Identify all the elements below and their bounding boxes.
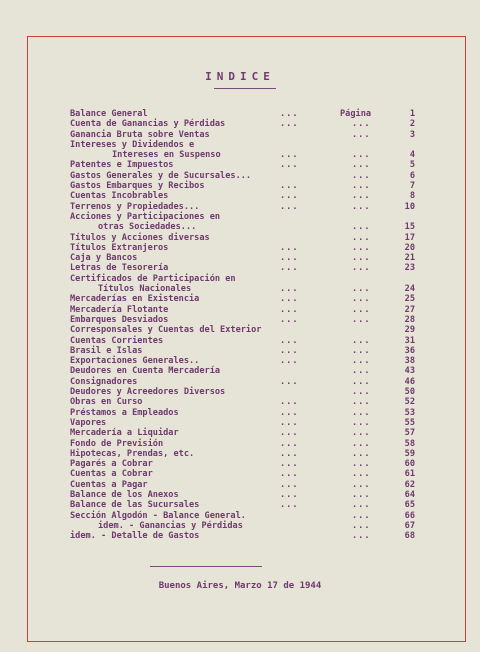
entry-leader-dots: ... xyxy=(280,356,299,367)
entry-label: Mercadería a Liquidar xyxy=(70,428,179,439)
entry-leader-dots: ... xyxy=(352,242,371,253)
index-entry xyxy=(70,428,430,438)
entry-label: Cuentas Incobrables xyxy=(70,191,169,202)
index-entry xyxy=(70,377,430,387)
entry-label: Títulos Nacionales xyxy=(98,284,192,295)
entry-page-number: 27 xyxy=(404,304,415,315)
index-entry xyxy=(70,222,430,232)
entry-page-number: 29 xyxy=(404,325,415,336)
entry-leader-dots: ... xyxy=(280,376,299,387)
entry-page-number: 31 xyxy=(404,335,415,346)
entry-leader-dots: ... xyxy=(280,438,299,449)
entry-label: Letras de Tesorería xyxy=(70,263,169,274)
entry-page-number: 52 xyxy=(404,397,415,408)
entry-leader-dots: ... xyxy=(280,284,299,295)
entry-page-number: 68 xyxy=(404,531,415,542)
index-entry xyxy=(70,439,430,449)
entry-page-number: 64 xyxy=(404,489,415,500)
entry-label: Balance de los Anexos xyxy=(70,489,179,500)
entry-page-number: 3 xyxy=(409,129,415,140)
entry-label: Cuenta de Ganancias y Pérdidas xyxy=(70,119,226,130)
entry-label: Intereses y Dividendos e xyxy=(70,139,195,150)
entry-leader-dots: ... xyxy=(280,304,299,315)
entry-label: Cuentas a Cobrar xyxy=(70,469,153,480)
entry-label: Consignadores xyxy=(70,376,138,387)
entry-page-number: 5 xyxy=(409,160,415,171)
index-entry xyxy=(70,387,430,397)
index-entry xyxy=(70,294,430,304)
index-entry xyxy=(70,243,430,253)
entry-leader-dots: ... xyxy=(280,191,299,202)
page-title: INDICE xyxy=(205,70,275,83)
entry-leader-dots: ... xyxy=(352,304,371,315)
entry-leader-dots: ... xyxy=(352,294,371,305)
entry-leader-dots: ... xyxy=(280,150,299,161)
index-entry xyxy=(70,263,430,273)
index-entry xyxy=(70,459,430,469)
entry-label: Patentes e Impuestos xyxy=(70,160,174,171)
entry-leader-dots: ... xyxy=(352,345,371,356)
entry-label: Cuentas Corrientes xyxy=(70,335,164,346)
entry-page-number: 38 xyxy=(404,356,415,367)
entry-leader-dots: ... xyxy=(280,181,299,192)
index-entry xyxy=(70,449,430,459)
entry-page-number: 58 xyxy=(404,438,415,449)
entry-leader-dots: ... xyxy=(352,479,371,490)
index-entry xyxy=(70,500,430,510)
entry-label: Hipotecas, Prendas, etc. xyxy=(70,448,195,459)
entry-page-number: 1 xyxy=(409,109,415,119)
entry-leader-dots: ... xyxy=(280,201,299,212)
entry-leader-dots: ... xyxy=(352,448,371,459)
entry-label: idem. - Ganancias y Pérdidas xyxy=(98,520,243,531)
index-entry xyxy=(70,511,430,521)
entry-leader-dots: ... xyxy=(352,191,371,202)
entry-leader-dots: ... xyxy=(280,109,299,119)
entry-page-number: 43 xyxy=(404,366,415,377)
entry-label: idem. - Detalle de Gastos xyxy=(70,531,200,542)
entry-leader-dots: ... xyxy=(280,479,299,490)
entry-leader-dots: ... xyxy=(280,263,299,274)
entry-label: Vapores xyxy=(70,417,107,428)
index-entry xyxy=(70,408,430,418)
entry-leader-dots: ... xyxy=(352,181,371,192)
index-entry xyxy=(70,418,430,428)
entry-leader-dots: ... xyxy=(352,428,371,439)
entry-leader-dots: ... xyxy=(280,459,299,470)
index-entry xyxy=(70,150,430,160)
entry-label: Obras en Curso xyxy=(70,397,143,408)
entry-page-number: 24 xyxy=(404,284,415,295)
entry-leader-dots: ... xyxy=(352,129,371,140)
entry-leader-dots: ... xyxy=(352,284,371,295)
entry-leader-dots: ... xyxy=(352,489,371,500)
entry-leader-dots: ... xyxy=(352,150,371,161)
entry-label: Balance General xyxy=(70,109,148,119)
entry-page-number: 4 xyxy=(409,150,415,161)
entry-leader-dots: ... xyxy=(280,407,299,418)
index-entry xyxy=(70,109,430,119)
index-entry xyxy=(70,274,430,284)
entry-leader-dots: ... xyxy=(352,500,371,511)
footer-date: Buenos Aires, Marzo 17 de 1944 xyxy=(158,581,322,591)
entry-label: Fondo de Previsión xyxy=(70,438,164,449)
index-entry xyxy=(70,181,430,191)
index-entry xyxy=(70,469,430,479)
entry-label: Gastos Embarques y Recibos xyxy=(70,181,205,192)
index-entry xyxy=(70,119,430,129)
entry-leader-dots: ... xyxy=(352,438,371,449)
entry-label: Corresponsales y Cuentas del Exterior xyxy=(70,325,262,336)
index-entry xyxy=(70,490,430,500)
entry-page-number: 10 xyxy=(404,201,415,212)
entry-leader-dots: ... xyxy=(352,201,371,212)
entry-leader-dots: ... xyxy=(280,294,299,305)
footer-rule xyxy=(150,566,262,567)
entry-page-number: 53 xyxy=(404,407,415,418)
entry-label: Terrenos y Propiedades... xyxy=(70,201,200,212)
entry-page-number: 6 xyxy=(409,170,415,181)
entry-label: otras Sociedades... xyxy=(98,222,197,233)
entry-label: Préstamos a Empleados xyxy=(70,407,179,418)
entry-label: Deudores en Cuenta Mercadería xyxy=(70,366,221,377)
entry-label: Exportaciones Generales.. xyxy=(70,356,200,367)
index-entry xyxy=(70,480,430,490)
entry-page-number: 66 xyxy=(404,510,415,521)
index-entry xyxy=(70,202,430,212)
entry-page-number: 8 xyxy=(409,191,415,202)
entry-label: Títulos Extranjeros xyxy=(70,242,169,253)
entry-leader-dots: ... xyxy=(352,356,371,367)
index-entry xyxy=(70,356,430,366)
index-entry xyxy=(70,531,430,541)
entry-leader-dots: ... xyxy=(352,222,371,233)
entry-leader-dots: ... xyxy=(280,500,299,511)
entry-label: Balance de las Sucursales xyxy=(70,500,200,511)
entry-page-number: 25 xyxy=(404,294,415,305)
entry-page-number: 2 xyxy=(409,119,415,130)
index-list xyxy=(70,109,430,541)
entry-page-number: 59 xyxy=(404,448,415,459)
entry-leader-dots: ... xyxy=(280,160,299,171)
entry-page-number: 17 xyxy=(404,232,415,243)
index-entry xyxy=(70,315,430,325)
entry-label: Deudores y Acreedores Diversos xyxy=(70,387,226,398)
entry-page-number: 65 xyxy=(404,500,415,511)
entry-leader-dots: ... xyxy=(352,335,371,346)
entry-leader-dots: ... xyxy=(280,314,299,325)
entry-label: Mercaderías en Existencia xyxy=(70,294,200,305)
entry-label: Cuentas a Pagar xyxy=(70,479,148,490)
entry-page-number: 7 xyxy=(409,181,415,192)
index-entry xyxy=(70,140,430,150)
entry-leader-dots: ... xyxy=(280,448,299,459)
entry-leader-dots: ... xyxy=(352,417,371,428)
index-entry xyxy=(70,253,430,263)
index-entry xyxy=(70,212,430,222)
index-entry xyxy=(70,130,430,140)
entry-leader-dots: ... xyxy=(280,397,299,408)
entry-leader-dots: ... xyxy=(352,531,371,542)
entry-label: Pagarés a Cobrar xyxy=(70,459,153,470)
entry-page-number: 61 xyxy=(404,469,415,480)
entry-label: Brasil e Islas xyxy=(70,345,143,356)
entry-label: Intereses en Suspenso xyxy=(112,150,221,161)
entry-leader-dots: ... xyxy=(280,345,299,356)
index-entry xyxy=(70,233,430,243)
entry-leader-dots: ... xyxy=(280,253,299,264)
index-entry xyxy=(70,160,430,170)
entry-page-number: 67 xyxy=(404,520,415,531)
index-entry xyxy=(70,336,430,346)
entry-leader-dots: ... xyxy=(352,366,371,377)
entry-label: Sección Algodón - Balance General. xyxy=(70,510,246,521)
entry-page-number: 23 xyxy=(404,263,415,274)
index-entry xyxy=(70,284,430,294)
entry-page-number: 15 xyxy=(404,222,415,233)
entry-page-number: 57 xyxy=(404,428,415,439)
entry-leader-dots: ... xyxy=(280,428,299,439)
entry-page-number: 20 xyxy=(404,242,415,253)
page-column-header: Página xyxy=(340,109,372,119)
entry-leader-dots: ... xyxy=(352,387,371,398)
index-entry xyxy=(70,366,430,376)
index-entry xyxy=(70,397,430,407)
entry-leader-dots: ... xyxy=(352,376,371,387)
entry-label: Acciones y Participaciones en xyxy=(70,211,221,222)
entry-leader-dots: ... xyxy=(352,253,371,264)
entry-label: Caja y Bancos xyxy=(70,253,138,264)
title-underline xyxy=(214,88,276,89)
entry-leader-dots: ... xyxy=(352,263,371,274)
entry-leader-dots: ... xyxy=(352,170,371,181)
entry-label: Gastos Generales y de Sucursales... xyxy=(70,170,252,181)
index-entry xyxy=(70,305,430,315)
entry-leader-dots: ... xyxy=(280,119,299,130)
entry-label: Certificados de Participación en xyxy=(70,273,236,284)
entry-leader-dots: ... xyxy=(352,160,371,171)
entry-leader-dots: ... xyxy=(352,119,371,130)
entry-page-number: 55 xyxy=(404,417,415,428)
entry-label: Embarques Desviados xyxy=(70,314,169,325)
entry-leader-dots: ... xyxy=(352,314,371,325)
entry-leader-dots: ... xyxy=(352,407,371,418)
entry-leader-dots: ... xyxy=(352,459,371,470)
entry-leader-dots: ... xyxy=(352,520,371,531)
entry-page-number: 50 xyxy=(404,387,415,398)
entry-leader-dots: ... xyxy=(280,335,299,346)
entry-leader-dots: ... xyxy=(280,489,299,500)
index-entry xyxy=(70,191,430,201)
entry-label: Títulos y Acciones diversas xyxy=(70,232,210,243)
entry-page-number: 36 xyxy=(404,345,415,356)
entry-leader-dots: ... xyxy=(352,397,371,408)
entry-page-number: 21 xyxy=(404,253,415,264)
entry-leader-dots: ... xyxy=(280,417,299,428)
entry-page-number: 62 xyxy=(404,479,415,490)
entry-leader-dots: ... xyxy=(352,469,371,480)
entry-page-number: 46 xyxy=(404,376,415,387)
index-entry xyxy=(70,346,430,356)
entry-leader-dots: ... xyxy=(352,510,371,521)
entry-leader-dots: ... xyxy=(352,232,371,243)
entry-leader-dots: ... xyxy=(280,469,299,480)
entry-leader-dots: ... xyxy=(280,242,299,253)
entry-label: Mercadería Flotante xyxy=(70,304,169,315)
entry-label: Ganancia Bruta sobre Ventas xyxy=(70,129,210,140)
index-entry xyxy=(70,521,430,531)
entry-page-number: 60 xyxy=(404,459,415,470)
index-entry xyxy=(70,325,430,335)
index-entry xyxy=(70,171,430,181)
entry-page-number: 28 xyxy=(404,314,415,325)
